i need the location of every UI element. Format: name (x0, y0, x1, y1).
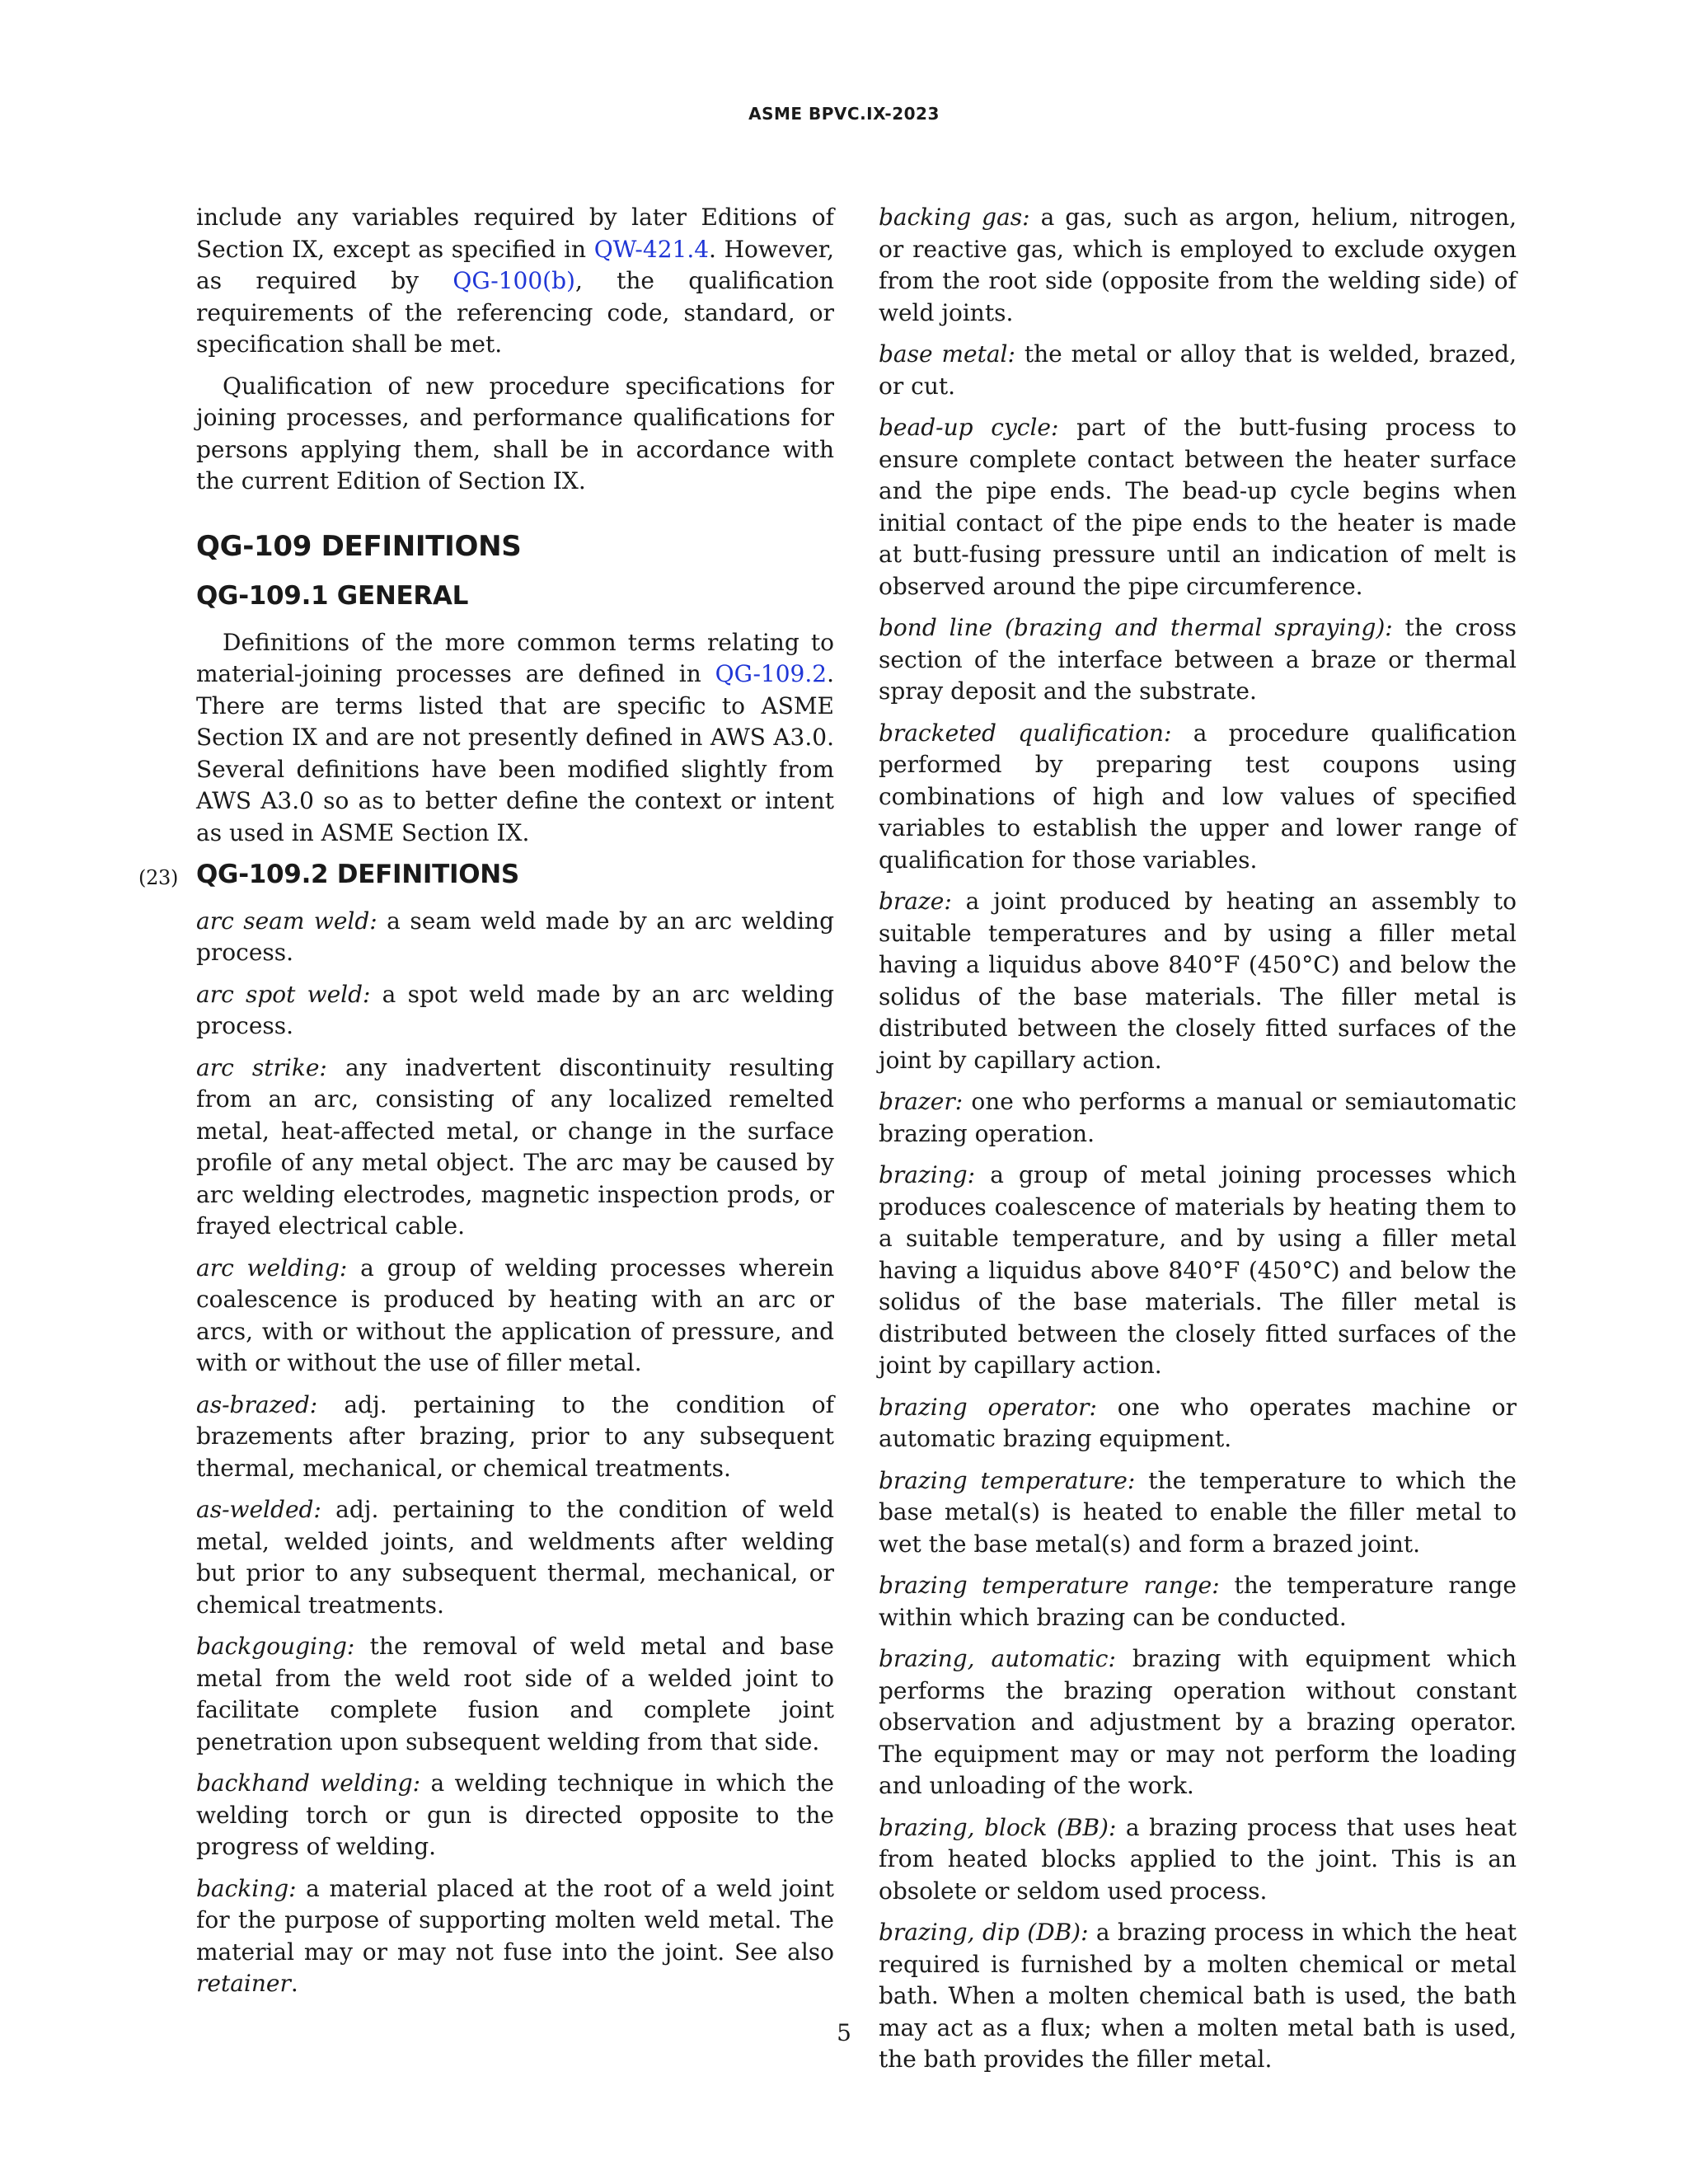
definition-text: adj. pertaining to the condition of weld metal, welded joints, and weldments after welding but prior to any subsequent thermal, mechanical, or chemical treatments. (196, 1496, 834, 1619)
definition-text: part of the butt-fusing process to ensure complete contact between the heater surface and the pipe ends. The bead-up cycle begins when initial contact of the pipe ends to the heater is made at butt-fusing pressure until an indication of melt is observed around the pipe circumference. (879, 414, 1517, 600)
definition-term: arc welding: (196, 1254, 348, 1282)
definition-term: as-welded: (196, 1496, 321, 1523)
definition-entry (879, 1160, 1517, 1382)
definition-term: backgouging: (196, 1633, 355, 1660)
definition-entry (879, 339, 1517, 402)
definition-entry (879, 1643, 1517, 1802)
definition-term: bead-up cycle: (879, 414, 1059, 441)
definition-entry (196, 1768, 834, 1863)
definition-term: braze: (879, 888, 952, 915)
definition-text: one who performs a manual or semiautomatic brazing operation. (879, 1088, 1517, 1147)
definition-entry (196, 906, 834, 969)
definition-entry (879, 1086, 1517, 1150)
definition-text: the metal or alloy that is welded, brazed, or cut. (879, 340, 1517, 400)
definition-term: arc strike: (196, 1053, 327, 1081)
definition-term: backing gas: (879, 204, 1030, 231)
definition-term: brazing temperature: (879, 1466, 1136, 1494)
right-column (879, 202, 1517, 2086)
definition-term: brazer: (879, 1088, 964, 1115)
link-qw-421-4[interactable]: QW-421.4 (593, 235, 710, 263)
definition-entry (196, 1873, 834, 2000)
definition-entry (879, 202, 1517, 329)
definition-entry (879, 1570, 1517, 1633)
definition-entry (879, 1392, 1517, 1455)
intro-paragraph-2: Qualification of new procedure specifications for joining processes, and performance qualifications for persons applying them, shall be in accordance with the current Edition of Section IX. (196, 372, 834, 494)
definition-entry (879, 1917, 1517, 2076)
left-column (138, 202, 835, 2010)
link-qg-109-2[interactable]: QG-109.2 (715, 660, 828, 687)
definition-entry (879, 412, 1517, 602)
definition-text: the temperature to which the base metal(s) is heated to enable the filler metal to wet the base metal(s) and form a brazed joint. (879, 1466, 1517, 1558)
section-heading-qg-109: QG-109 DEFINITIONS (196, 529, 522, 563)
definition-entry (196, 1494, 834, 1621)
definition-text: adj. pertaining to the condition of brazements after brazing, prior to any subsequent thermal, mechanical, or chemical treatments. (196, 1390, 834, 1482)
definition-term: backing: (196, 1874, 297, 1902)
definition-text: a group of welding processes wherein coalescence is produced by heating with an arc or arcs, with or without the application of pressure, and with or without the use of filler metal. (196, 1254, 834, 1376)
link-qg-100b[interactable]: QG-100(b) (452, 267, 575, 294)
definition-text: a seam weld made by an arc welding process. (196, 907, 834, 966)
definition-text: the cross section of the interface between a braze or thermal spray deposit and the substrate. (879, 614, 1517, 705)
definition-term: bond line (brazing and thermal spraying): (879, 614, 1393, 641)
definition-text: a brazing process in which the heat required is furnished by a molten chemical or metal bath. When a molten chemical bath is used, the bath may act as a flux; when a molten metal bath is used, the bath provides the filler metal. (879, 1919, 1517, 2073)
definition-term: brazing, automatic: (879, 1645, 1116, 1672)
definition-text: the temperature range within which brazing can be conducted. (879, 1572, 1517, 1631)
definition-text: a brazing process that uses heat from heated blocks applied to the joint. This is an obsolete or seldom used process. (879, 1813, 1517, 1905)
definition-entry (879, 612, 1517, 708)
see-also-term: retainer (196, 1970, 291, 1997)
definition-term: brazing operator: (879, 1393, 1097, 1421)
revision-mark: (23) (138, 866, 179, 889)
definition-term: arc seam weld: (196, 907, 377, 935)
definition-text: a gas, such as argon, helium, nitrogen, or reactive gas, which is employed to exclude oxygen from the root side (opposite from the welding side) of weld joints. (879, 204, 1517, 326)
intro-text: include any variables required by later Editions of Section IX, except as specified in (196, 204, 834, 263)
definition-term: as-brazed: (196, 1390, 318, 1418)
definition-entry (879, 1465, 1517, 1561)
definition-term: base metal: (879, 340, 1015, 368)
definition-entry (196, 1631, 834, 1758)
intro-paragraph-continued (196, 202, 834, 361)
definition-entry (196, 1253, 834, 1380)
definition-term: brazing: (879, 1161, 976, 1188)
definition-entry (196, 1052, 834, 1243)
subsection-heading-qg-109-2 (138, 859, 834, 891)
definition-entry (196, 1390, 834, 1485)
definition-text: a welding technique in which the welding torch or gun is directed opposite to the progress of welding. (196, 1769, 834, 1860)
definition-entry (879, 886, 1517, 1076)
definition-text: a material placed at the root of a weld joint for the purpose of supporting molten weld metal. The material may or may not fuse into the joint. See also (196, 1874, 834, 1966)
definition-text: one who operates machine or automatic brazing equipment. (879, 1393, 1517, 1452)
left-definitions-list (196, 906, 834, 2000)
definition-text: any inadvertent discontinuity resulting from an arc, consisting of any localized remelted metal, heat-affected metal, or change in the surface profile of any metal object. The arc may be caused by arc welding electrodes, magnetic inspection prods, or frayed electrical cable. (196, 1053, 834, 1240)
definition-term: brazing temperature range: (879, 1572, 1220, 1599)
definition-entry (196, 979, 834, 1043)
definition-term: bracketed qualification: (879, 719, 1172, 747)
page-number: 5 (837, 2019, 851, 2046)
subsection-heading-qg-109-1: QG-109.1 GENERAL (196, 581, 469, 611)
definition-entry (879, 1812, 1517, 1908)
definition-end: . (290, 1970, 298, 1997)
general-text: Definitions of the more common terms relating to material-joining processes are defined in (196, 628, 834, 687)
running-header: ASME BPVC.IX-2023 (748, 104, 940, 124)
general-text: . There are terms listed that are specific to ASME Section IX and are not presently defined in AWS A3.0. Several definitions have been modified slightly from AWS A3.0 so as to better define the context or intent as used in ASME Section IX. (196, 660, 834, 846)
definition-text: the removal of weld metal and base metal from the weld root side of a welded joint to facilitate complete fusion and complete joint penetration upon subsequent welding from that side. (196, 1633, 834, 1755)
definition-text: brazing with equipment which performs the brazing operation without constant observation and adjustment by a brazing operator. The equipment may or may not perform the loading and unloading of the work. (879, 1645, 1517, 1799)
definition-text: a procedure qualification performed by preparing test coupons using combinations of high and low values of specified variables to establish the upper and lower range of qualification for those variables. (879, 719, 1517, 874)
subsection-heading-text: QG-109.2 DEFINITIONS (196, 860, 519, 889)
definition-term: backhand welding: (196, 1769, 421, 1797)
definition-text: a spot weld made by an arc welding process. (196, 980, 835, 1039)
definition-term: brazing, block (BB): (879, 1813, 1117, 1841)
definition-text: a joint produced by heating an assembly to suitable temperatures and by using a filler metal having a liquidus above 840°F (450°C) and below the solidus of the base materials. The filler metal is distributed between the closely fitted surfaces of the joint by capillary action. (879, 888, 1517, 1074)
intro-text: , the qualification requirements of the referencing code, standard, or specification shall be met. (196, 267, 834, 358)
definition-entry (879, 718, 1517, 877)
definition-text: a group of metal joining processes which produces coalescence of materials by heating them to a suitable temperature, and by using a filler metal having a liquidus above 840°F (450°C) and below the solidus of the base materials. The filler metal is distributed between the closely fitted surfaces of the joint by capillary action. (879, 1161, 1517, 1379)
definition-term: arc spot weld: (196, 980, 371, 1008)
intro-text: . However, as required by (196, 235, 834, 294)
definition-term: brazing, dip (DB): (879, 1919, 1089, 1946)
general-paragraph (196, 627, 834, 850)
